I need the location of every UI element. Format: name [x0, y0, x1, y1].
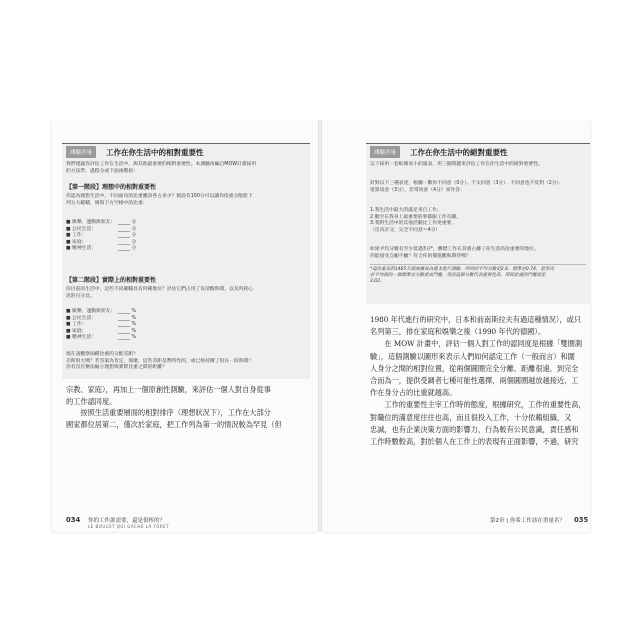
- right-box-footnote: [370, 267, 586, 285]
- list-item: [66, 220, 136, 227]
- item-label: ■ 公民生活：: [66, 315, 97, 321]
- book-title: 你的工作誰需要，還是很棒的？: [88, 518, 166, 524]
- body-line: 作在身分占的比重就越高。: [370, 388, 457, 398]
- item-blank: _____ 分: [118, 239, 137, 245]
- right-box-header: [370, 146, 508, 158]
- note-line: *這份量表對1465名瑞典擴員為樣本進行測驗，得到的平均分數是2.8，標準差0.74，當然再: [370, 267, 554, 272]
- item-label: ■ 家庭：: [66, 328, 87, 334]
- item-blank: _____ 分: [118, 233, 137, 239]
- page-number-right: 035: [574, 516, 589, 524]
- note-line: 3.02。: [370, 279, 385, 284]
- body-line: 驗」，這個測驗以圖形來表示人們如何認定工作（一般而言）和圍: [370, 351, 575, 361]
- statement-item: 2.動空在我身上最重要的事都跟工作有關。: [370, 214, 461, 220]
- left-box-title: 工作在你生活中的相對重要性: [106, 147, 204, 157]
- body-line: 工作時數較高，對於個人在工作上的表現有正面影響，不過，研究: [370, 437, 579, 447]
- body-line: 按照生活重要層面的相對排序（理想狀況下），工作在大部分: [66, 408, 271, 417]
- body-line: 國家都位居第二，僅次於家庭，把工作列為第一的情況較為罕見（但: [66, 419, 282, 429]
- right-box-instructions: [370, 181, 586, 194]
- item-label: ■ 娛樂、運動與朋友：: [66, 220, 116, 225]
- list-item: [66, 246, 136, 253]
- statement-list: [370, 208, 586, 234]
- instruction-line: 還算同意（3分），非常同意（4分）來作答：: [370, 187, 465, 193]
- stage1-heading: 【第一階段】理想中的相對重要性: [66, 184, 157, 191]
- stage2-heading: 【第二階段】實際上的相對重要性: [66, 277, 157, 284]
- right-box-title: 工作在你生活中的絕對重要性: [410, 147, 508, 157]
- left-body-text: [66, 384, 312, 430]
- right-box-intro: 以下採用一套較簡易小的量表，用三個問題來評估工作在你生活中的絕對重要性。: [370, 162, 543, 167]
- statement-item: 1.我生活中最大的滿足來自工作。: [370, 208, 442, 213]
- result-line: 你能接受自顧不顧？符合你的價值觀和期待嗎？: [370, 253, 471, 259]
- body-line: 在 MOW 計畫中，評估一個人對工作的認同度是根據「雙圈測: [370, 339, 583, 349]
- item-blank: _____ %: [118, 309, 137, 314]
- note-divider: [370, 264, 586, 265]
- right-running-header: 第2章 | 你希工作該在重量名？: [490, 518, 565, 524]
- desc-line: 思的百分比。: [66, 293, 95, 299]
- stage1-list: [66, 220, 136, 253]
- desc-line: 列五大範疇，填寫下方空格中的比重：: [66, 200, 148, 206]
- left-box-closing: [66, 352, 306, 372]
- right-box-tag: 測驗評量: [370, 146, 400, 158]
- running-title: 你希工作該在重量名？: [509, 518, 565, 524]
- intro-line: 的方法學，過程分成下面兩階段：: [66, 168, 138, 174]
- item-blank: _____ %: [118, 315, 137, 321]
- desc-line: 你目前的生活中，這些不同範疇具有何種地位？評估它們占用了你清醒時間，以及所耗心: [66, 287, 254, 292]
- item-blank: _____ 分: [118, 220, 137, 225]
- item-blank: _____ %: [118, 322, 137, 328]
- body-line: 忠誠，也有企業決策方面的影響力，行為較有公民意識，責任感和: [370, 424, 579, 434]
- book-subtitle: LE BOULOT QUI GACHE LA FORET: [88, 524, 170, 529]
- body-line: 合而為一，提供受調者七種可能性選擇，兩個圓圈越放越接近，工: [370, 376, 579, 386]
- left-box-header: [66, 146, 204, 158]
- item-label: ■ 娛樂、運動與朋友：: [66, 309, 116, 314]
- body-line: 宗教、家庭），再加上一個原創性測驗，來評估一個人對自身從事: [66, 385, 271, 394]
- result-line: 如果平均分數有至少低過3分*，應標工作在其重占據了你生活高度重要的地位。: [370, 247, 539, 252]
- left-assessment-box: [62, 143, 310, 379]
- page-number-left: 034: [66, 516, 81, 524]
- item-label: ■ 工作：: [66, 322, 87, 328]
- list-item: [66, 335, 136, 342]
- item-label: ■ 家庭：: [66, 239, 87, 245]
- item-blank: _____ %: [118, 328, 137, 334]
- book-spine: [318, 120, 322, 532]
- body-line: 人身分之間的相對位置，從兩個圓圈完全分離、距離很遠，到完全: [370, 363, 579, 373]
- body-line: 工作的重要性主宰工作時的態度，根據研究，工作的重要性高，: [370, 400, 586, 410]
- closing-line: 現在請觀察兩種比重的分配差距？: [66, 352, 138, 357]
- item-label: ■ 公民生活：: [66, 226, 97, 232]
- chapter-label: 第2章: [490, 518, 505, 524]
- item-label: ■ 精神生活：: [66, 246, 97, 252]
- statement-item: 3.我對生活中的其他活動比工作更重要。: [370, 221, 457, 226]
- body-line: 1980 年代進行的研究中，日本和前南斯拉夫有過這種情況），或只: [370, 315, 582, 324]
- list-item: [66, 322, 136, 329]
- right-box-result: [370, 247, 586, 260]
- closing-line: 差距很大嗎？若答案為肯定，那麼，這些差距是暫時性的，或已經持續了很長一段時間？: [66, 358, 254, 364]
- list-item: [66, 309, 136, 316]
- body-line: 對職位的滿意度往往也高，而且很投入工作，十分依賴組織，又: [370, 412, 572, 422]
- desc-line: 你認為理想生活中，不同面向的比重應該各占多少？假設有100分可以讓你依重分配給下: [66, 194, 253, 199]
- stage2-list: [66, 309, 136, 342]
- closing-line: 你有沒有辦法縮小理想與實際比重之間的距離？: [66, 365, 167, 370]
- body-line: 的工作認同度。: [66, 396, 117, 406]
- item-blank: _____ %: [118, 335, 137, 341]
- item-label: ■ 工作：: [66, 233, 87, 239]
- note-line: 於平均值的一個標準差分數當成門檻，然而這個分數代表重要性高，即使此處的門檻就是: [370, 273, 546, 278]
- item-label: ■ 精神生活：: [66, 335, 97, 341]
- intro-line: 我們建議你評估工作在生活中，與其他最重要的相對重要性。本測驗改編自MOW計畫採用: [66, 162, 257, 167]
- left-box-intro: [66, 162, 306, 175]
- body-line: 名列第三，排在家庭和娛樂之後（1990 年代的德國）。: [370, 327, 546, 337]
- right-body-text: [370, 314, 594, 448]
- instruction-line: 針對以下三種表述，根據一數你不同意（0分）、不太同意（3分）、不同意也不反對（2分）、: [370, 181, 564, 186]
- item-blank: _____ 分: [118, 226, 137, 232]
- stage2-description: [66, 287, 306, 300]
- stage1-description: [66, 194, 306, 207]
- item-blank: _____ 分: [118, 246, 137, 252]
- left-box-tag: 測驗評量: [66, 146, 96, 158]
- list-item: [66, 233, 136, 240]
- statement-item: （反向計分，完全不同意＝4分）: [370, 227, 441, 233]
